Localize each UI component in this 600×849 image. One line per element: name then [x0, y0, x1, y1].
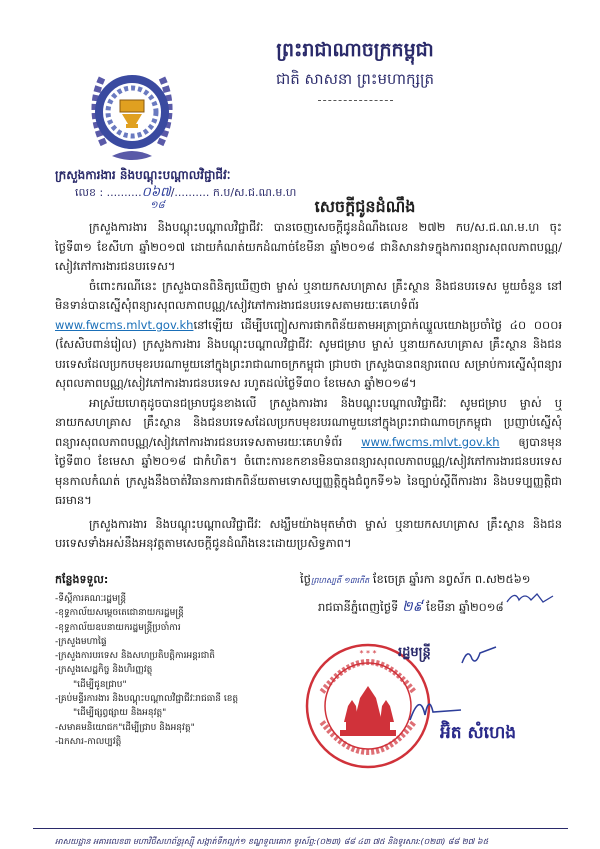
ministry-logo: [82, 60, 182, 172]
minister-title: រដ្ឋមន្ត្រី: [398, 645, 431, 660]
reference-number: លេខ : ..........០៦៧/.......... ក.ប/ស.ជ.ណ.ម.ហ: [75, 185, 297, 200]
lunar-day-handwritten: ព្រហស្បតិ៍ ១៣កើត: [310, 576, 370, 585]
reference-year: ១៨: [150, 200, 165, 211]
paragraph-3: អាស្រ័យហេតុដូចបានជម្រាបជូនខាងលើ ក្រសួងការងារ និងបណ្តុះបណ្តាលវិជ្ជាជីវៈ សូមជម្រាប ម្ចាស់ ឬនាយកសហគ្រាស គ្រឹះស្ថាន និងជនបរទេសដែលប្រកបមុខរបរណាមួយនៅក្នុងព្រះរាជាណាចក្រកម្ពុជា ប្រញាប់ស្នើសុំពន្យារសុពលភាពបណ្ណ/សៀវភៅការងារជនបរទេសតាមរយៈគេហទំព័រ www.fwcms.mlvt.gov.kh ឲ្យបានមុនថ្ងៃទី៣០ ខែមេសា ឆ្នាំ២០១៨ ជាកំហិត។ ចំពោះការខកខានមិនបានពន្យារសុពលភាពបណ្ណ/សៀវភៅការងារជនបរទេសមុនកាលកំណត់ ក្រសួងនឹងចាត់វិធានការផាកពិន័យតាមទោសប្បញ្ញត្តិក្នុងជំពូកទី១៦ នៃច្បាប់ស្តីពីការងារ និងបទប្បញ្ញត្តិជាធរមាន។: [55, 395, 563, 507]
reference-label: លេខ :: [75, 186, 104, 199]
recipient-item: -សមាគមនិយោជក"ដើម្បីជ្រាប និងអនុវត្ត": [55, 722, 195, 733]
svg-text:* * *: * * *: [359, 649, 377, 658]
recipient-item: -ខុទ្ទកាល័យសម្តេចតេជោនាយករដ្ឋមន្ត្រី: [55, 608, 184, 619]
signatory-name: អ៊ិត សំហេង: [440, 723, 517, 743]
kingdom-heading: ព្រះរាជាណាចក្រកម្ពុជា: [276, 39, 434, 61]
issuing-ministry: ក្រសួងការងារ និងបណ្តុះបណ្តាលវិជ្ជាជីវៈ: [55, 168, 231, 182]
footer-address: អាសយដ្ឋាន អគារលេខ៣ មហាវិថីសហព័ន្ធរុស្ស៊ី សង្កាត់ទឹកល្អក់១ ខណ្ឌទួលគោក ទូរស័ព្ទ:(០២៣) ៨៨ ៤៣ ៧៥ និងទូរសារ:(០២៣) ៨៨ ២៧ ៦៥: [55, 837, 489, 846]
recipient-item: -ឯកសារ-កាលប្បវត្តិ: [55, 736, 122, 747]
recipient-item: -ខុទ្ទកាល័យឧបនាយករដ្ឋមន្ត្រីប្រចាំការ: [55, 622, 181, 633]
gregorian-date: រាជធានីភ្នំពេញថ្ងៃទី ២៩ ខែមីនា ឆ្នាំ២០១៨: [318, 599, 504, 615]
paragraph-1: ក្រសួងការងារ និងបណ្តុះបណ្តាលវិជ្ជាជីវៈ បានចេញសេចក្តីជូនដំណឹងលេខ ២៧២ កប/ស.ជ.ណ.ម.ហ ចុះថ្ងៃទី៣១ ខែសីហា ឆ្នាំ២០១៧ ដោយកំណត់យកដំណាច់ខែមីនា ឆ្នាំ២០១៨ ជានិសានវាទក្នុងការពន្យារសុពលភាពបណ្ណ/សៀវភៅការងារជនបរទេស។: [55, 220, 562, 273]
paragraph-2: ចំពោះករណីនេះ ក្រសួងបានពិនិត្យឃើញថា ម្ចាស់ ឬនាយកសហគ្រាស គ្រឹះស្ថាន និងជនបរទេស មួយចំនួន នៅមិនទាន់បានស្នើសុំពន្យារសុពលភាពបណ្ណ/សៀវភៅការងារជនបរទេសតាមរយៈគេហទំព័រ www.fwcms.mlvt.gov.khនៅឡើយ ដើម្បីបញ្ចៀសការផាកពិន័យតាមអត្រាប្រាក់ឈ្នួលយោងប្រចាំថ្ងៃ ៤០ ០០០៛(សែសិបពាន់រៀល) ក្រសួងការងារ និងបណ្តុះបណ្តាលវិជ្ជាជីវៈ សូមជម្រាប ម្ចាស់ ឬនាយកសហគ្រាស គ្រឹះស្ថាន និងជនបរទេសដែលប្រកបមុខរបរណាមួយនៅក្នុងព្រះរាជាណាចក្រកម្ពុជា ជ្រាបថា ក្រសួងបានពន្យារពេល សម្រាប់ការស្នើសុំពន្យារសុពលភាពបណ្ណ/សៀវភៅការងារជនបរទេស រហូតដល់ថ្ងៃទី៣០ ខែមេសា ឆ្នាំ២០១៨។: [55, 278, 562, 390]
lunar-date: ថ្ងៃព្រហស្បតិ៍ ១៣កើត ខែចេត្រ ឆ្នាំរកា នព្វស័ក ព.ស២៥៦១: [300, 572, 531, 586]
recipient-item: "ដើម្បីជូនជ្រាប": [73, 679, 127, 690]
reference-suffix: ក.ប/ស.ជ.ណ.ម.ហ: [212, 186, 297, 199]
minister-initial-signature: [460, 645, 500, 667]
recipient-item: -ក្រសួងមហាផ្ទៃ: [55, 636, 107, 647]
paragraph-4: ក្រសួងការងារ និងបណ្តុះបណ្តាលវិជ្ជាជីវៈ សង្ឃឹមយ៉ាងមុតមាំថា ម្ចាស់ ឬនាយកសហគ្រាស គ្រឹះស្ថាន និងជនបរទេសទាំងអស់នឹងអនុវត្តតាមសេចក្តីជូនដំណឹងនេះដោយប្រសិទ្ធភាព។: [55, 516, 562, 550]
recipients-list: [55, 592, 238, 749]
recipient-item: -ទីស្តីការគណៈរដ្ឋមន្ត្រី: [55, 594, 127, 604]
initials-mark: [505, 590, 555, 606]
website-link[interactable]: www.fwcms.mlvt.gov.kh: [55, 317, 194, 332]
footer-divider: [33, 828, 568, 829]
minister-signature: [405, 690, 465, 725]
document-body: [55, 218, 562, 554]
document-title: សេចក្តីជូនដំណឹង: [314, 197, 416, 216]
recipient-item: -ក្រសួងសេដ្ឋកិច្ច និងហិរញ្ញវត្ថុ: [55, 665, 153, 676]
reference-number-handwritten: ០៦៧: [141, 185, 171, 200]
recipient-item: -គ្រប់មន្ទីរការងារ និងបណ្តុះបណ្តាលវិជ្ជាជីវៈរាជធានី ខេត្ត: [55, 694, 239, 705]
ornament-divider: [318, 100, 393, 102]
website-link[interactable]: www.fwcms.mlvt.gov.kh: [361, 434, 500, 449]
recipients-heading: កន្លែងទទួល:: [55, 573, 109, 586]
recipient-item: -ក្រសួងការបរទេស និងសហប្រតិបត្តិការអន្តរជាតិ: [55, 651, 216, 662]
day-handwritten: ២៩: [401, 599, 423, 615]
national-motto: ជាតិ សាសនា ព្រះមហាក្សត្រ: [275, 70, 435, 88]
recipient-item: "ដើម្បីផ្សព្វផ្សាយ និងអនុវត្ត": [73, 708, 167, 719]
